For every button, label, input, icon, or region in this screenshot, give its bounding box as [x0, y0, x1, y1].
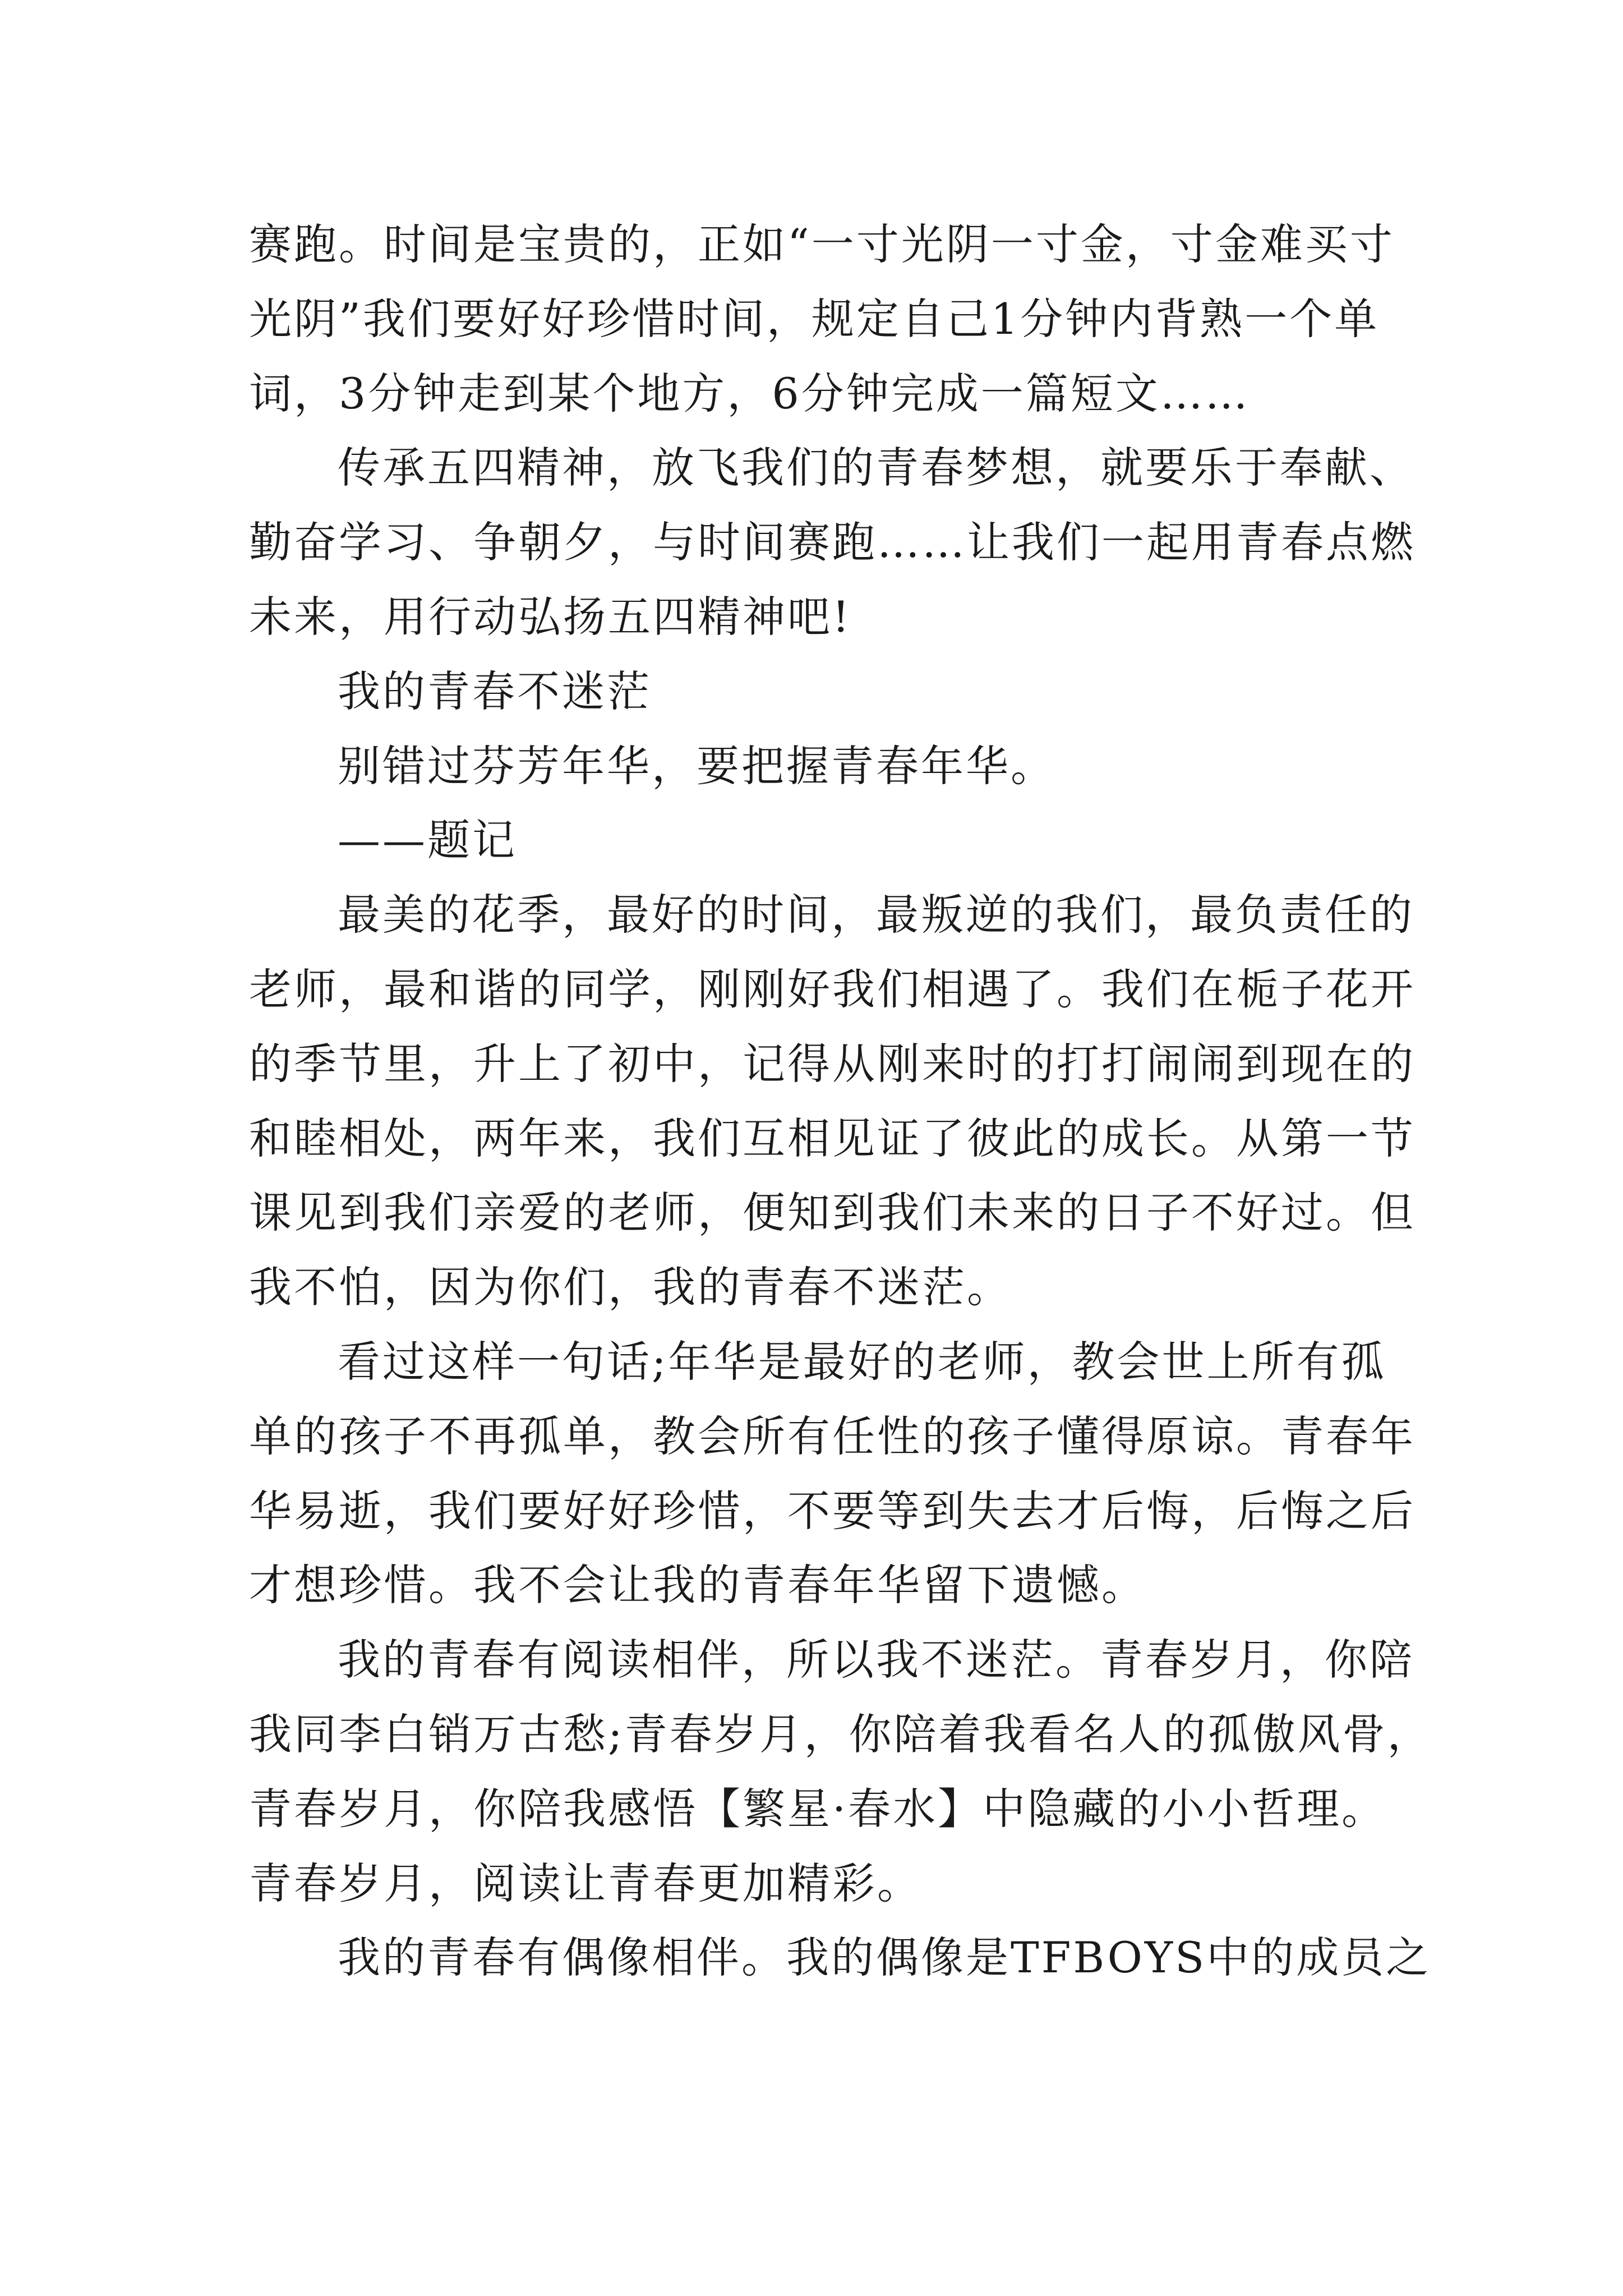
epigraph-attribution: ——题记: [338, 815, 517, 866]
text-line: 我不怕，因为你们，我的青春不迷茫。: [249, 1262, 1012, 1313]
epigraph: 别错过芬芳年华，要把握青春年华。: [338, 740, 1055, 791]
text-line: 青春岁月，你陪我感悟【繁星·春水】中隐藏的小小哲理。: [249, 1783, 1387, 1834]
text-line: 未来，用行动弘扬五四精神吧!: [249, 591, 852, 642]
text-line: 勤奋学习、争朝夕，与时间赛跑……让我们一起用青春点燃: [249, 517, 1415, 568]
text-line: 老师，最和谐的同学，刚刚好我们相遇了。我们在栀子花开: [249, 964, 1415, 1014]
text-line: 单的孩子不再孤单，教会所有任性的孩子懂得原谅。青春年: [249, 1411, 1415, 1461]
text-line: 赛跑。时间是宝贵的，正如“一寸光阴一寸金，寸金难买寸: [249, 219, 1395, 269]
text-line: 我同李白销万古愁;青春岁月，你陪着我看名人的孤傲风骨，: [249, 1709, 1432, 1759]
text-line: 光阴”我们要好好珍惜时间，规定自己1分钟内背熟一个单: [249, 293, 1380, 344]
text-line: 青春岁月，阅读让青春更加精彩。: [249, 1858, 922, 1908]
paragraph-start-line: 看过这样一句话;年华是最好的老师，教会世上所有孤: [338, 1336, 1386, 1387]
body-text: [249, 208, 1432, 1995]
text-line: 华易逝，我们要好好珍惜，不要等到失去才后悔，后悔之后: [249, 1485, 1415, 1536]
text-line: 和睦相处，两年来，我们互相见证了彼此的成长。从第一节: [249, 1113, 1415, 1163]
essay-title: 我的青春不迷茫: [338, 666, 652, 716]
text-line: 词，3分钟走到某个地方，6分钟完成一篇短文……: [249, 368, 1250, 418]
text-line: 才想珍惜。我不会让我的青春年华留下遗憾。: [249, 1560, 1146, 1611]
text-line: 的季节里，升上了初中，记得从刚来时的打打闹闹到现在的: [249, 1038, 1415, 1089]
paragraph-start-line: 传承五四精神，放飞我们的青春梦想，就要乐于奉献、: [338, 443, 1414, 493]
paragraph-start-line: 最美的花季，最好的时间，最叛逆的我们，最负责任的: [338, 890, 1414, 940]
text-line: 课见到我们亲爱的老师，便知到我们未来的日子不好过。但: [249, 1188, 1415, 1238]
paragraph-start-line: 我的青春有偶像相伴。我的偶像是TFBOYS中的成员之: [338, 1932, 1431, 1983]
paragraph-start-line: 我的青春有阅读相伴，所以我不迷茫。青春岁月，你陪: [338, 1635, 1414, 1685]
